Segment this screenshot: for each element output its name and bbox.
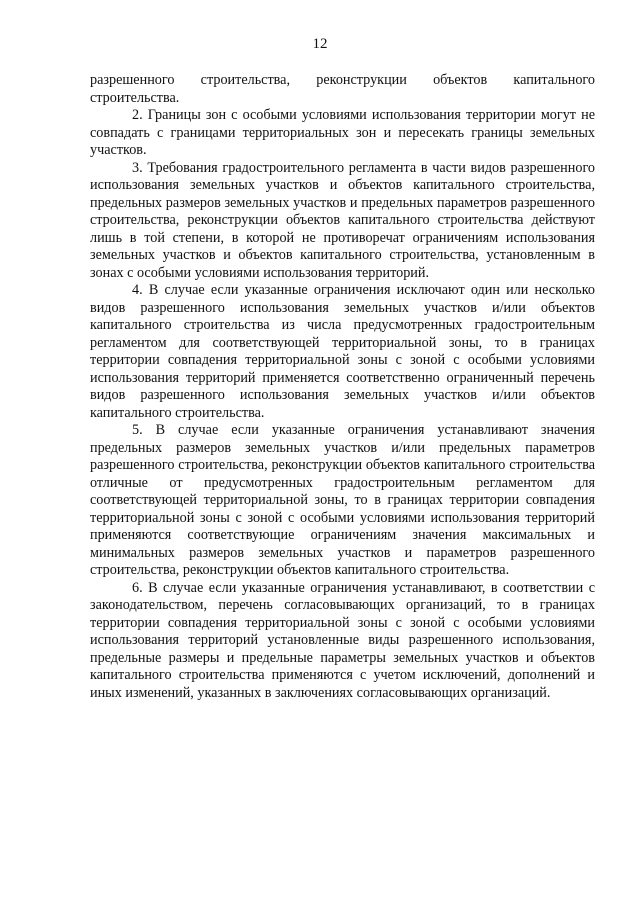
paragraph-continuation: разрешенного строительства, реконструкции объектов капитального строительства. [90, 72, 595, 106]
paragraph-4: 4. В случае если указанные ограничения исключают один или несколько видов разрешенного использования земельных участков и/или объектов капитального строительства из числа предусмотренных градостроительным регламентом для соответствующей территориальной зоны, то в границах территории совпадения территориальной зоны с зоной с особыми условиями использования территорий применяется соответственно ограниченный перечень видов разрешенного использования земельных участков и/или объектов капитального строительства. [90, 282, 595, 421]
page-number: 12 [312, 36, 328, 52]
paragraph-5: 5. В случае если указанные ограничения устанавливают значения предельных размеров земельных участков и/или предельных параметров разрешенного строительства, реконструкции объектов капитального строительства отличные от предусмотренных градостроительным регламентом для соответствующей территориальной зоны, то в границах территории совпадения территориальной зоны с зоной с особыми условиями использования территорий применяются соответствующие ограничениям значения максимальных и минимальных размеров земельных участков и параметров разрешенного строительства, реконструкции объектов капитального строительства. [90, 422, 595, 578]
paragraph-2: 2. Границы зон с особыми условиями использования территории могут не совпадать с границами территориальных зон и пересекать границы земельных участков. [90, 107, 595, 158]
paragraph-3: 3. Требования градостроительного регламента в части видов разрешенного использования земельных участков и объектов капитального строительства, предельных размеров земельных участков и предельных параметров разрешенного строительства, реконструкции объектов капитального строительства действуют лишь в той степени, в которой не противоречат ограничениям использования земельных участков и объектов капитального строительства, установленным в зонах с особыми условиями использования территорий. [90, 159, 595, 281]
document-body [90, 72, 595, 702]
paragraph-6: 6. В случае если указанные ограничения устанавливают, в соответствии с законодательством, перечень согласовывающих организаций, то в границах территории совпадения территориальной зоны с зоной с особыми условиями использования территорий установленные виды разрешенного использования, предельные размеры и предельные параметры земельных участков и объектов капитального строительства применяются с учетом исключений, дополнений и иных изменений, указанных в заключениях согласовывающих организаций. [90, 579, 595, 701]
